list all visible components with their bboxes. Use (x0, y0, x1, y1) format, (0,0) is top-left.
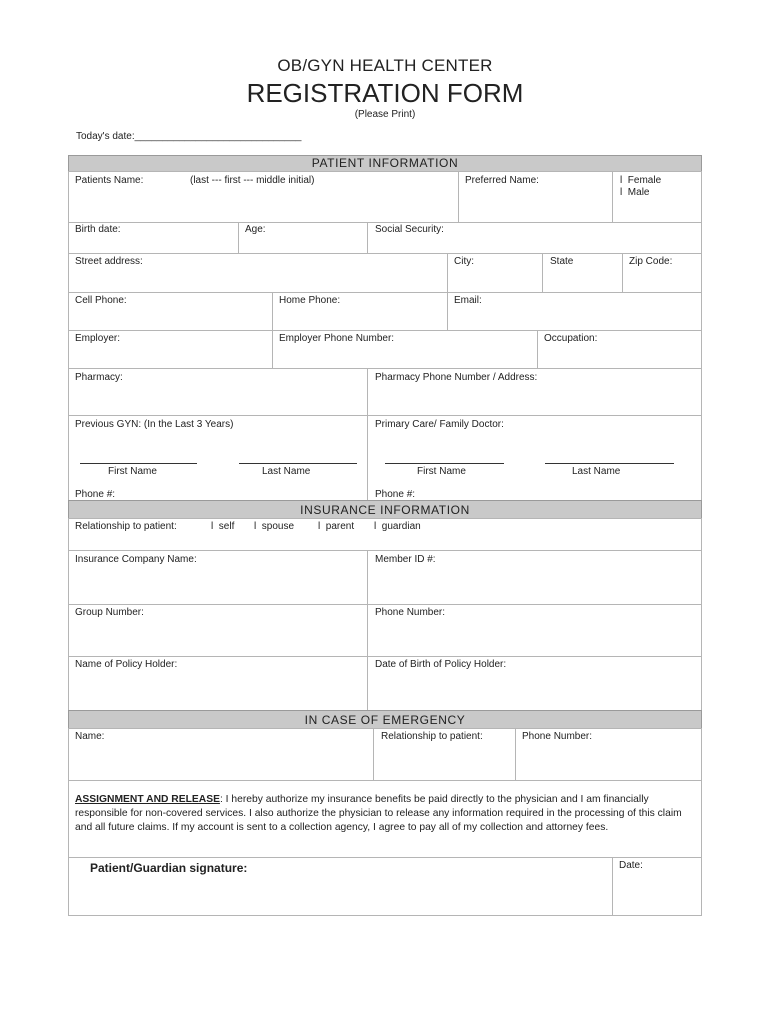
female-option: Female (627, 175, 662, 186)
doctor-first-name-label: First Name (417, 466, 466, 477)
form-title: REGISTRATION FORM (246, 78, 524, 108)
relationship-label: Relationship to patient: (75, 521, 177, 532)
employer-label: Employer: (75, 333, 121, 344)
home-phone-label: Home Phone: (279, 295, 341, 306)
checkbox-icon: l (620, 187, 623, 198)
signature-label: Patient/Guardian signature: (90, 861, 248, 875)
signature-date-label: Date: (619, 860, 643, 871)
checkbox-guardian[interactable] (374, 521, 421, 532)
assignment-heading: ASSIGNMENT AND RELEASE (75, 794, 220, 805)
policy-holder-label: Name of Policy Holder: (75, 659, 178, 670)
doctor-phone-label: Phone #: (375, 489, 416, 500)
checkbox-female[interactable] (620, 175, 661, 186)
checkbox-self[interactable] (211, 521, 234, 532)
doctor-first-name-line[interactable] (385, 463, 504, 464)
policy-holder-dob-label: Date of Birth of Policy Holder: (375, 659, 507, 670)
birth-date-label: Birth date: (75, 224, 121, 235)
primary-care-label: Primary Care/ Family Doctor: (375, 419, 504, 430)
assignment-release-text (75, 793, 695, 835)
checkbox-icon: l (318, 521, 321, 532)
member-id-label: Member ID #: (375, 554, 436, 565)
emergency-phone-label: Phone Number: (522, 731, 593, 742)
signature-field[interactable] (69, 878, 611, 914)
cell-phone-label: Cell Phone: (75, 295, 127, 306)
checkbox-icon: l (211, 521, 214, 532)
gyn-last-name-label: Last Name (262, 466, 311, 477)
patient-info-header: PATIENT INFORMATION (68, 155, 702, 172)
checkbox-icon: l (374, 521, 377, 532)
insurance-company-label: Insurance Company Name: (75, 554, 197, 565)
street-address-label: Street address: (75, 256, 143, 267)
gyn-last-name-line[interactable] (239, 463, 357, 464)
group-number-label: Group Number: (75, 607, 144, 618)
gyn-phone-label: Phone #: (75, 489, 116, 500)
emergency-name-label: Name: (75, 731, 105, 742)
name-hint: (last --- first --- middle initial) (190, 175, 315, 186)
self-option: self (218, 521, 235, 532)
parent-option: parent (325, 521, 355, 532)
form-subtitle: (Please Print) (354, 109, 416, 120)
checkbox-icon: l (620, 175, 623, 186)
patients-name-label: Patients Name: (75, 175, 144, 186)
todays-date-field[interactable]: Today's date:______________________________ (76, 131, 302, 142)
checkbox-male[interactable] (620, 187, 649, 198)
spouse-option: spouse (261, 521, 295, 532)
insurance-phone-label: Phone Number: (375, 607, 446, 618)
doctor-last-name-label: Last Name (572, 466, 621, 477)
city-label: City: (454, 256, 474, 267)
age-label: Age: (245, 224, 266, 235)
assignment-body: : I hereby authorize my insurance benefits be paid directly to the physician and I am financially responsible for non-covered services. I also authorize the physician to release any information required in the processing of this claim and all future claims. If my account is sent to a collection agency, I agree to pay all of my collection and attorney fees. (75, 794, 682, 833)
pharmacy-label: Pharmacy: (75, 372, 123, 383)
email-label: Email: (454, 295, 482, 306)
preferred-name-label: Preferred Name: (465, 175, 539, 186)
doctor-last-name-line[interactable] (545, 463, 674, 464)
occupation-label: Occupation: (544, 333, 598, 344)
signature-date-field[interactable] (614, 875, 701, 914)
zip-label: Zip Code: (629, 256, 673, 267)
social-security-label: Social Security: (375, 224, 444, 235)
gyn-first-name-line[interactable] (80, 463, 197, 464)
gyn-first-name-label: First Name (108, 466, 157, 477)
checkbox-icon: l (254, 521, 257, 532)
guardian-option: guardian (381, 521, 421, 532)
checkbox-spouse[interactable] (254, 521, 294, 532)
pharmacy-phone-label: Pharmacy Phone Number / Address: (375, 372, 538, 383)
checkbox-parent[interactable] (318, 521, 354, 532)
male-option: Male (627, 187, 650, 198)
org-name: OB/GYN HEALTH CENTER (277, 56, 493, 75)
previous-gyn-label: Previous GYN: (In the Last 3 Years) (75, 419, 234, 430)
emergency-relationship-label: Relationship to patient: (381, 731, 483, 742)
insurance-info-header: INSURANCE INFORMATION (68, 500, 702, 519)
state-label: State (550, 256, 574, 267)
emergency-header: IN CASE OF EMERGENCY (68, 710, 702, 729)
employer-phone-label: Employer Phone Number: (279, 333, 395, 344)
